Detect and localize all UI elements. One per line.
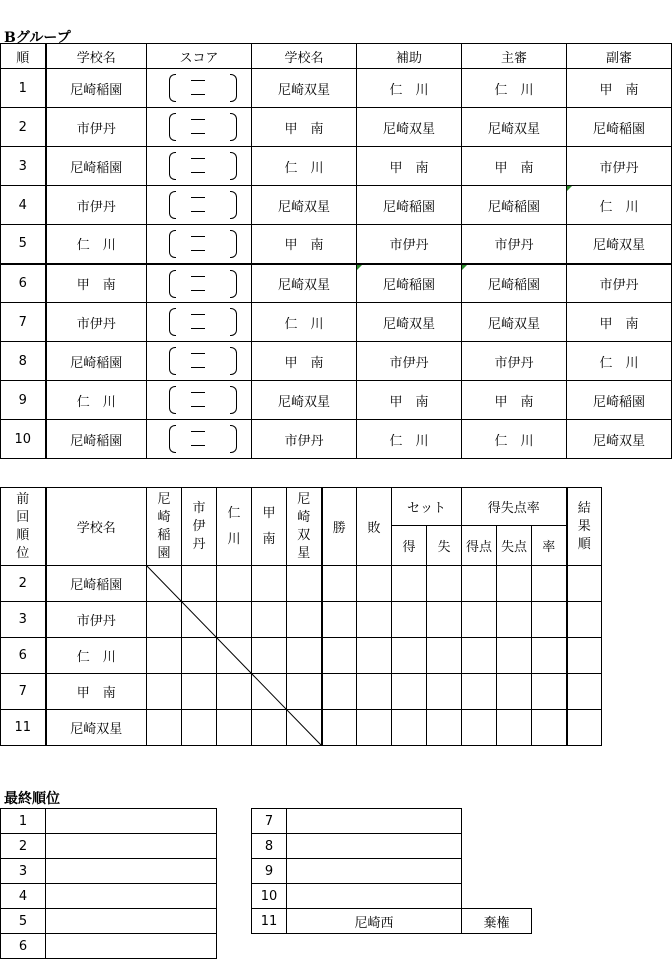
set-lost-cell[interactable] bbox=[427, 710, 462, 746]
final-rank-row bbox=[252, 884, 532, 909]
rate-cell[interactable] bbox=[532, 566, 567, 602]
final-rank-school[interactable] bbox=[287, 859, 462, 884]
header-result bbox=[567, 488, 602, 566]
team-a: 尼崎稲園 bbox=[46, 69, 147, 108]
team-a: 市伊丹 bbox=[46, 303, 147, 342]
sub-referee-team: 仁 川 bbox=[567, 342, 672, 381]
score-dash bbox=[191, 328, 205, 329]
sub-referee-team: 甲 南 bbox=[567, 303, 672, 342]
team-a: 尼崎稲園 bbox=[46, 147, 147, 186]
set-lost-cell[interactable] bbox=[427, 566, 462, 602]
final-rank-row bbox=[1, 884, 217, 909]
match-row bbox=[1, 147, 672, 186]
score-cell[interactable] bbox=[147, 225, 252, 264]
bracket-right bbox=[230, 74, 237, 102]
team-a: 尼崎稲園 bbox=[46, 420, 147, 459]
points-against-cell[interactable] bbox=[497, 566, 532, 602]
assist-team: 尼崎稲園 bbox=[357, 264, 462, 303]
opp-5-text: 尼崎双星 bbox=[297, 491, 311, 561]
opp-4-text: 甲南 bbox=[262, 505, 276, 547]
cell-marker bbox=[567, 186, 572, 191]
final-ranking-right bbox=[251, 808, 532, 934]
score-dash bbox=[191, 172, 205, 173]
final-rank-school[interactable] bbox=[46, 859, 217, 884]
team-b: 甲 南 bbox=[252, 225, 357, 264]
set-won-cell[interactable] bbox=[392, 602, 427, 638]
result-rank-cell[interactable] bbox=[567, 638, 602, 674]
final-rank-no: 10 bbox=[252, 884, 287, 909]
match-row bbox=[1, 342, 672, 381]
header-set-won: 得 bbox=[392, 526, 427, 566]
header-school: 学校名 bbox=[46, 488, 147, 566]
score-cell[interactable] bbox=[147, 186, 252, 225]
header-points-for: 得点 bbox=[462, 526, 497, 566]
points-against-cell[interactable] bbox=[497, 602, 532, 638]
opp-2-text: 市伊丹 bbox=[192, 500, 206, 552]
match-row bbox=[1, 381, 672, 420]
main-referee-team: 甲 南 bbox=[462, 381, 567, 420]
bracket-left bbox=[169, 74, 176, 102]
match-no: 6 bbox=[1, 264, 46, 303]
points-for-cell[interactable] bbox=[462, 602, 497, 638]
final-rank-row bbox=[1, 809, 217, 834]
final-rank-note bbox=[462, 859, 532, 884]
header-opp-4 bbox=[252, 488, 287, 566]
set-won-cell[interactable] bbox=[392, 638, 427, 674]
team-b: 市伊丹 bbox=[252, 420, 357, 459]
score-dash bbox=[191, 197, 205, 198]
final-rank-no: 3 bbox=[1, 859, 46, 884]
final-rank-no: 11 bbox=[252, 909, 287, 934]
score-cell[interactable] bbox=[147, 69, 252, 108]
final-rank-row bbox=[1, 859, 217, 884]
score-dash bbox=[191, 367, 205, 368]
main-referee-team: 甲 南 bbox=[462, 147, 567, 186]
final-rank-row bbox=[252, 834, 532, 859]
set-won-cell[interactable] bbox=[392, 710, 427, 746]
header-win: 勝 bbox=[322, 488, 357, 566]
header-main-referee: 主審 bbox=[462, 44, 567, 69]
assist-team: 市伊丹 bbox=[357, 225, 462, 264]
header-sub-referee: 副審 bbox=[567, 44, 672, 69]
score-dash bbox=[191, 392, 205, 393]
score-dash bbox=[191, 133, 205, 134]
header-opp-2 bbox=[182, 488, 217, 566]
score-dash bbox=[191, 431, 205, 432]
bracket-right bbox=[230, 152, 237, 180]
bracket-left bbox=[169, 152, 176, 180]
match-no: 7 bbox=[1, 303, 46, 342]
assist-team: 尼崎双星 bbox=[357, 303, 462, 342]
final-rank-no: 6 bbox=[1, 934, 46, 959]
main-referee-team: 尼崎稲園 bbox=[462, 186, 567, 225]
win-cell[interactable] bbox=[322, 674, 357, 710]
points-for-cell[interactable] bbox=[462, 674, 497, 710]
team-b: 尼崎双星 bbox=[252, 381, 357, 420]
assist-team: 尼崎双星 bbox=[357, 108, 462, 147]
header-ratio: 得失点率 bbox=[462, 488, 567, 526]
final-rank-note bbox=[462, 809, 532, 834]
rate-cell[interactable] bbox=[532, 638, 567, 674]
assist-team: 市伊丹 bbox=[357, 342, 462, 381]
sub-referee-team: 市伊丹 bbox=[567, 264, 672, 303]
final-rank-no: 2 bbox=[1, 834, 46, 859]
match-header-row bbox=[1, 44, 672, 69]
header-prev-rank bbox=[1, 488, 46, 566]
final-rank-row bbox=[252, 859, 532, 884]
match-no: 2 bbox=[1, 108, 46, 147]
assist-team: 尼崎稲園 bbox=[357, 186, 462, 225]
rate-cell[interactable] bbox=[532, 602, 567, 638]
score-cell[interactable] bbox=[147, 342, 252, 381]
bracket-left bbox=[169, 386, 176, 414]
rate-cell[interactable] bbox=[532, 710, 567, 746]
prev-rank: 6 bbox=[1, 638, 46, 674]
final-rank-row bbox=[1, 909, 217, 934]
bracket-right bbox=[230, 270, 237, 298]
points-for-cell[interactable] bbox=[462, 638, 497, 674]
sub-referee-team: 尼崎双星 bbox=[567, 225, 672, 264]
score-dash bbox=[191, 445, 205, 446]
group-title: Bグループ bbox=[4, 30, 71, 46]
bracket-right bbox=[230, 230, 237, 258]
score-cell[interactable] bbox=[147, 420, 252, 459]
final-rank-school[interactable] bbox=[287, 809, 462, 834]
header-set: セット bbox=[392, 488, 462, 526]
header-team-a: 学校名 bbox=[46, 44, 147, 69]
score-dash bbox=[191, 236, 205, 237]
final-rank-school[interactable] bbox=[46, 909, 217, 934]
score-cell[interactable] bbox=[147, 303, 252, 342]
team-a: 尼崎稲園 bbox=[46, 342, 147, 381]
points-for-cell[interactable] bbox=[462, 710, 497, 746]
sub-referee-team: 市伊丹 bbox=[567, 147, 672, 186]
final-ranking-title: 最終順位 bbox=[4, 791, 60, 807]
score-dash bbox=[191, 353, 205, 354]
score-dash bbox=[191, 211, 205, 212]
match-row bbox=[1, 303, 672, 342]
bracket-right bbox=[230, 386, 237, 414]
points-for-cell[interactable] bbox=[462, 566, 497, 602]
score-dash bbox=[191, 94, 205, 95]
team-b: 甲 南 bbox=[252, 108, 357, 147]
final-rank-row bbox=[1, 834, 217, 859]
score-dash bbox=[191, 158, 205, 159]
final-rank-school[interactable]: 尼崎西 bbox=[287, 909, 462, 934]
final-rank-note bbox=[462, 834, 532, 859]
team-b: 尼崎双星 bbox=[252, 264, 357, 303]
final-rank-row bbox=[252, 809, 532, 834]
score-dash bbox=[191, 290, 205, 291]
header-opp-1 bbox=[147, 488, 182, 566]
score-dash bbox=[191, 250, 205, 251]
score-dash bbox=[191, 314, 205, 315]
sub-referee-team: 尼崎稲園 bbox=[567, 108, 672, 147]
final-rank-no: 4 bbox=[1, 884, 46, 909]
cell-marker bbox=[462, 265, 467, 270]
bracket-left bbox=[169, 270, 176, 298]
match-no: 9 bbox=[1, 381, 46, 420]
match-no: 3 bbox=[1, 147, 46, 186]
final-rank-school[interactable] bbox=[46, 809, 217, 834]
score-cell[interactable] bbox=[147, 264, 252, 303]
bracket-right bbox=[230, 425, 237, 453]
header-opp-3 bbox=[217, 488, 252, 566]
final-rank-row bbox=[1, 934, 217, 959]
match-no: 8 bbox=[1, 342, 46, 381]
bracket-right bbox=[230, 113, 237, 141]
header-assist: 補助 bbox=[357, 44, 462, 69]
assist-team: 甲 南 bbox=[357, 381, 462, 420]
main-referee-team: 仁 川 bbox=[462, 69, 567, 108]
school-name: 仁 川 bbox=[46, 638, 147, 674]
assist-team: 甲 南 bbox=[357, 147, 462, 186]
final-ranking-left bbox=[0, 808, 217, 959]
bracket-right bbox=[230, 308, 237, 336]
diagonal-line bbox=[146, 565, 322, 746]
win-cell[interactable] bbox=[322, 566, 357, 602]
assist-team: 仁 川 bbox=[357, 420, 462, 459]
set-won-cell[interactable] bbox=[392, 566, 427, 602]
team-a: 市伊丹 bbox=[46, 108, 147, 147]
match-row bbox=[1, 69, 672, 108]
match-row bbox=[1, 108, 672, 147]
result-rank-cell[interactable] bbox=[567, 566, 602, 602]
result-rank-cell[interactable] bbox=[567, 710, 602, 746]
loss-cell[interactable] bbox=[357, 602, 392, 638]
bracket-left bbox=[169, 347, 176, 375]
prev-rank: 2 bbox=[1, 566, 46, 602]
match-row bbox=[1, 264, 672, 303]
main-referee-team: 市伊丹 bbox=[462, 225, 567, 264]
loss-cell[interactable] bbox=[357, 638, 392, 674]
rate-cell[interactable] bbox=[532, 674, 567, 710]
final-rank-no: 9 bbox=[252, 859, 287, 884]
match-row bbox=[1, 420, 672, 459]
win-cell[interactable] bbox=[322, 710, 357, 746]
header-score: スコア bbox=[147, 44, 252, 69]
team-b: 尼崎双星 bbox=[252, 186, 357, 225]
final-rank-school[interactable] bbox=[46, 884, 217, 909]
final-rank-note: 棄権 bbox=[462, 909, 532, 934]
bracket-left bbox=[169, 191, 176, 219]
final-rank-no: 1 bbox=[1, 809, 46, 834]
match-row bbox=[1, 225, 672, 264]
final-rank-row bbox=[252, 909, 532, 934]
match-no: 1 bbox=[1, 69, 46, 108]
prev-rank: 11 bbox=[1, 710, 46, 746]
team-b: 尼崎双星 bbox=[252, 69, 357, 108]
header-no: 順 bbox=[1, 44, 46, 69]
final-rank-school[interactable] bbox=[287, 884, 462, 909]
school-name: 尼崎双星 bbox=[46, 710, 147, 746]
main-referee-team: 市伊丹 bbox=[462, 342, 567, 381]
team-b: 仁 川 bbox=[252, 303, 357, 342]
main-referee-team: 仁 川 bbox=[462, 420, 567, 459]
header-set-lost: 失 bbox=[427, 526, 462, 566]
result-text: 結果順 bbox=[577, 500, 591, 552]
header-loss: 敗 bbox=[357, 488, 392, 566]
final-rank-school[interactable] bbox=[287, 834, 462, 859]
score-dash bbox=[191, 119, 205, 120]
school-name: 甲 南 bbox=[46, 674, 147, 710]
final-rank-note bbox=[462, 884, 532, 909]
team-a: 仁 川 bbox=[46, 381, 147, 420]
bracket-left bbox=[169, 308, 176, 336]
team-b: 甲 南 bbox=[252, 342, 357, 381]
points-against-cell[interactable] bbox=[497, 710, 532, 746]
final-rank-school[interactable] bbox=[46, 834, 217, 859]
score-cell[interactable] bbox=[147, 147, 252, 186]
team-b: 仁 川 bbox=[252, 147, 357, 186]
prev-rank: 7 bbox=[1, 674, 46, 710]
result-rank-cell[interactable] bbox=[567, 674, 602, 710]
opp-1-text: 尼崎稲園 bbox=[157, 491, 171, 561]
score-dash bbox=[191, 80, 205, 81]
set-lost-cell[interactable] bbox=[427, 674, 462, 710]
team-a: 甲 南 bbox=[46, 264, 147, 303]
prev-rank: 3 bbox=[1, 602, 46, 638]
main-referee-team: 尼崎双星 bbox=[462, 108, 567, 147]
final-rank-no: 8 bbox=[252, 834, 287, 859]
final-rank-no: 5 bbox=[1, 909, 46, 934]
points-against-cell[interactable] bbox=[497, 674, 532, 710]
sub-referee-team: 仁 川 bbox=[567, 186, 672, 225]
score-cell[interactable] bbox=[147, 381, 252, 420]
school-name: 市伊丹 bbox=[46, 602, 147, 638]
prev-rank-text: 前回順位 bbox=[16, 491, 30, 561]
sub-referee-team: 甲 南 bbox=[567, 69, 672, 108]
win-cell[interactable] bbox=[322, 602, 357, 638]
sub-referee-team: 尼崎双星 bbox=[567, 420, 672, 459]
bracket-left bbox=[169, 425, 176, 453]
bracket-right bbox=[230, 191, 237, 219]
loss-cell[interactable] bbox=[357, 674, 392, 710]
bracket-left bbox=[169, 230, 176, 258]
points-against-cell[interactable] bbox=[497, 638, 532, 674]
match-table bbox=[0, 43, 672, 459]
header-team-b: 学校名 bbox=[252, 44, 357, 69]
match-no: 5 bbox=[1, 225, 46, 264]
team-a: 市伊丹 bbox=[46, 186, 147, 225]
bracket-left bbox=[169, 113, 176, 141]
match-row bbox=[1, 186, 672, 225]
bracket-right bbox=[230, 347, 237, 375]
score-dash bbox=[191, 276, 205, 277]
loss-cell[interactable] bbox=[357, 566, 392, 602]
team-a: 仁 川 bbox=[46, 225, 147, 264]
school-name: 尼崎稲園 bbox=[46, 566, 147, 602]
header-rate: 率 bbox=[532, 526, 567, 566]
score-dash bbox=[191, 406, 205, 407]
win-cell[interactable] bbox=[322, 638, 357, 674]
result-rank-cell[interactable] bbox=[567, 602, 602, 638]
opp-3-text: 仁川 bbox=[227, 505, 241, 547]
match-no: 10 bbox=[1, 420, 46, 459]
set-lost-cell[interactable] bbox=[427, 638, 462, 674]
main-referee-team: 尼崎双星 bbox=[462, 303, 567, 342]
score-cell[interactable] bbox=[147, 108, 252, 147]
header-opp-5 bbox=[287, 488, 322, 566]
main-referee-team: 尼崎稲園 bbox=[462, 264, 567, 303]
sub-referee-team: 尼崎稲園 bbox=[567, 381, 672, 420]
assist-team: 仁 川 bbox=[357, 69, 462, 108]
match-no: 4 bbox=[1, 186, 46, 225]
final-rank-school[interactable] bbox=[46, 934, 217, 959]
header-points-against: 失点 bbox=[497, 526, 532, 566]
final-rank-no: 7 bbox=[252, 809, 287, 834]
set-lost-cell[interactable] bbox=[427, 602, 462, 638]
loss-cell[interactable] bbox=[357, 710, 392, 746]
set-won-cell[interactable] bbox=[392, 674, 427, 710]
cell-marker bbox=[357, 265, 362, 270]
